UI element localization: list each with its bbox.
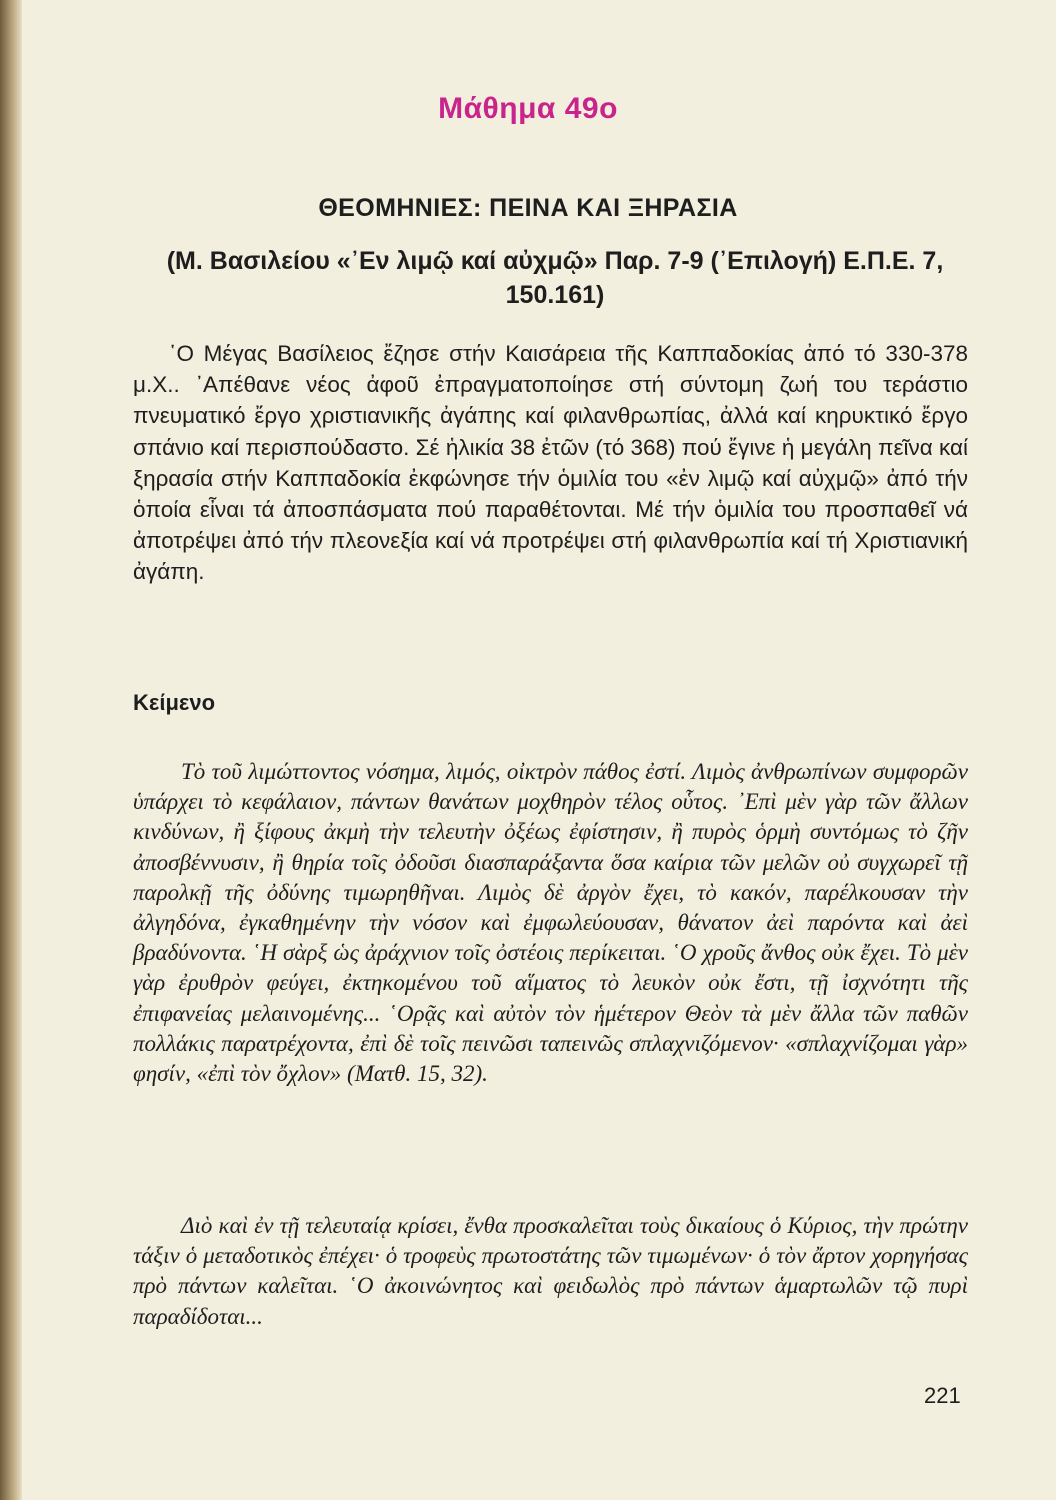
page-binding-edge <box>0 0 22 1500</box>
text-paragraph: Διὸ καὶ ἐν τῇ τελευταίᾳ κρίσει, ἔνθα προσκαλεῖται τοὺς δικαίους ὁ Κύριος, τὴν πρώτην τάξιν ὁ μεταδοτικὸς ἐπέχει· ὁ τροφεὺς πρωτοστάτης τῶν τιμωμένων· ὁ τὸν ἄρτον χορηγήσας πρὸ πάντων καλεῖται. ῾Ο ἀκοινώνητος καὶ φειδωλὸς πρὸ πάντων ἁμαρτωλῶν τῷ πυρὶ παραδίδοται... <box>133 1213 968 1329</box>
section-heading: Κείμενο <box>133 690 216 715</box>
text-paragraph: Τὸ τοῦ λιμώττοντος νόσημα, λιμός, οἰκτρὸν πάθος ἐστί. Λιμὸς ἀνθρωπίνων συμφορῶν ὑπάρχει τὸ κεφάλαιον, πάντων θανάτων μοχθηρὸν τέλος οὗτος. ᾿Επὶ μὲν γὰρ τῶν ἄλλων κινδύνων, ἢ ξίφους ἀκμὴ τὴν τελευτὴν ὀξέως ἐφίστησιν, ἢ πυρὸς ὁρμὴ συντόμως τὸ ζῆν ἀποσβέννυσιν, ἢ θηρία τοῖς ὀδοῦσι διασπαράξαντα ὅσα καίρια τῶν μελῶν οὐ συγχωρεῖ τῇ παρολκῇ τῆς ὀδύνης τιμωρηθῆναι. Λιμὸς δὲ ἀργὸν ἔχει, τὸ κακόν, παρέλκουσαν τὴν ἀλγηδόνα, ἐγκαθημένην τὴν νόσον καὶ ἐμφωλεύουσαν, θάνατον ἀεὶ παρόντα καὶ ἀεὶ βραδύνοντα. ῾Η σὰρξ ὡς ἀράχνιον τοῖς ὀστέοις περίκειται. ῾Ο χροῦς ἄνθος οὐκ ἔχει. Τὸ μὲν γὰρ ἐρυθρὸν φεύγει, ἐκτηκομένου τοῦ αἵματος τὸ λευκὸν οὐκ ἔστι, τῇ ἰσχνότητι τῆς ἐπιφανείας μελαινομένης... ῾Ορᾷς καὶ αὐτὸν τὸν ἡμέτερον Θεὸν τὰ μὲν ἄλλα τῶν παθῶν πολλάκις παρατρέχοντα, ἐπὶ δὲ τοῖς πεινῶσι ταπεινῶς σπλαχνιζόμενον· «σπλαχνίζομαι γὰρ» φησίν, «ἐπὶ τὸν ὄχλον» (Ματθ. 15, 32). <box>133 759 968 1087</box>
page-title: ΘΕΟΜΗΝΙΕΣ: ΠΕΙΝΑ ΚΑΙ ΞΗΡΑΣΙΑ <box>318 194 738 222</box>
lesson-heading: Μάθημα 49ο <box>438 92 618 125</box>
page-number: 221 <box>924 1383 961 1408</box>
intro-paragraph: ῾Ο Μέγας Βασίλειος ἔζησε στήν Καισάρεια τῆς Καππαδοκίας ἀπό τό 330-378 μ.Χ.. ᾿Απέθανε νέος ἀφοῦ ἐπραγματοποίησε στή σύντομη ζωή του τεράστιο πνευματικό ἔργο χριστιανικῆς ἀγάπης καί φιλανθρωπίας, ἀλλά καί κηρυκτικό ἔργο σπάνιο καί περισπούδαστο. Σέ ἡλικία 38 ἐτῶν (τό 368) πού ἔγινε ἡ μεγάλη πεῖνα καί ξηρασία στήν Καππαδοκία ἐκφώνησε τήν ὁμιλία του «ἐν λιμῷ καί αὐχμῷ» ἀπό τήν ὁποία εἶναι τά ἀποσπάσματα πού παραθέτονται. Μέ τήν ὁμιλία του προσπαθεῖ νά ἀποτρέψει ἀπό τήν πλεονεξία καί νά προτρέψει στή φιλανθρωπία καί τή Χριστιανική ἀγάπη. <box>133 341 968 585</box>
source-reference: (Μ. Βασιλείου «᾿Εν λιμῷ καί αὐχμῷ» Παρ. 7-9 (᾿Επιλογή) Ε.Π.Ε. 7, 150.161) <box>166 247 944 309</box>
